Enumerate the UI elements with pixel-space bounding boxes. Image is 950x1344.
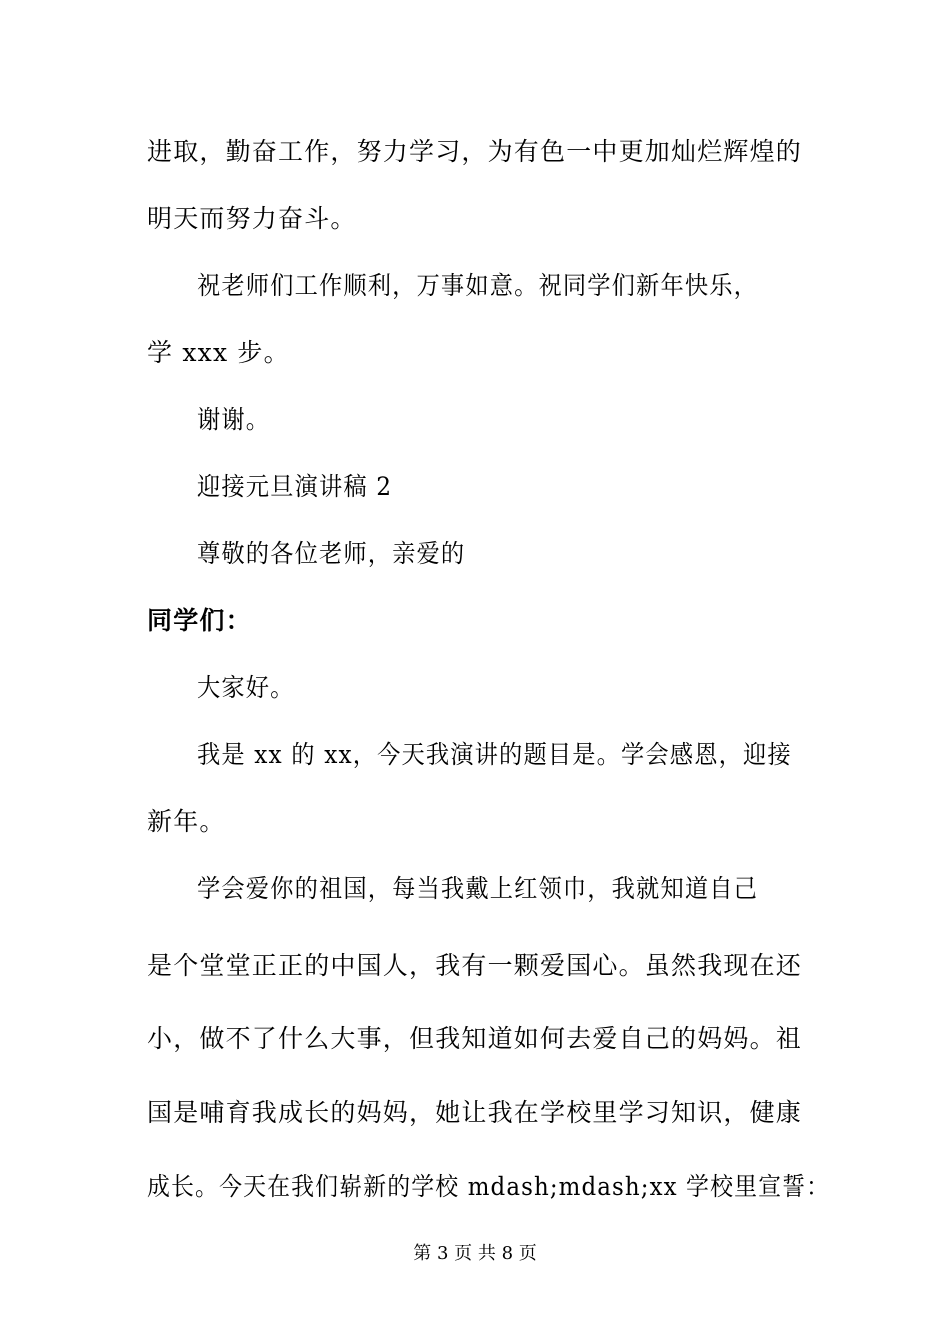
text-line: 明天而努力奋斗。 xyxy=(147,204,357,233)
text-line: 成长。今天在我们崭新的学校 mdash;mdash;xx 学校里宣誓： xyxy=(147,1172,831,1201)
text-line: 新年。 xyxy=(147,807,226,836)
text-line: 小，做不了什么大事，但我知道如何去爱自己的妈妈。祖 xyxy=(147,1024,803,1053)
text-line: 学 xxx 步。 xyxy=(147,338,290,367)
text-line: 是个堂堂正正的中国人，我有一颗爱国心。虽然我现在还 xyxy=(147,951,803,980)
text-line: 学会爱你的祖国，每当我戴上红领巾，我就知道自己 xyxy=(197,874,759,903)
section-heading: 迎接元旦演讲稿 2 xyxy=(197,472,393,501)
salutation: 尊敬的各位老师，亲爱的 xyxy=(197,539,466,568)
text-line: 国是哺育我成长的妈妈，她让我在学校里学习知识，健康 xyxy=(147,1098,803,1127)
text-line: 祝老师们工作顺利，万事如意。祝同学们新年快乐， xyxy=(197,271,759,300)
text-line: 进取，勤奋工作，努力学习，为有色一中更加灿烂辉煌的 xyxy=(147,137,803,166)
salutation-bold: 同学们： xyxy=(147,606,252,635)
text-line: 我是 xx 的 xx，今天我演讲的题目是。学会感恩，迎接 xyxy=(197,740,792,769)
greeting: 大家好。 xyxy=(197,673,295,702)
page-number-footer: 第 3 页 共 8 页 xyxy=(413,1243,537,1264)
text-line: 谢谢。 xyxy=(197,405,271,434)
